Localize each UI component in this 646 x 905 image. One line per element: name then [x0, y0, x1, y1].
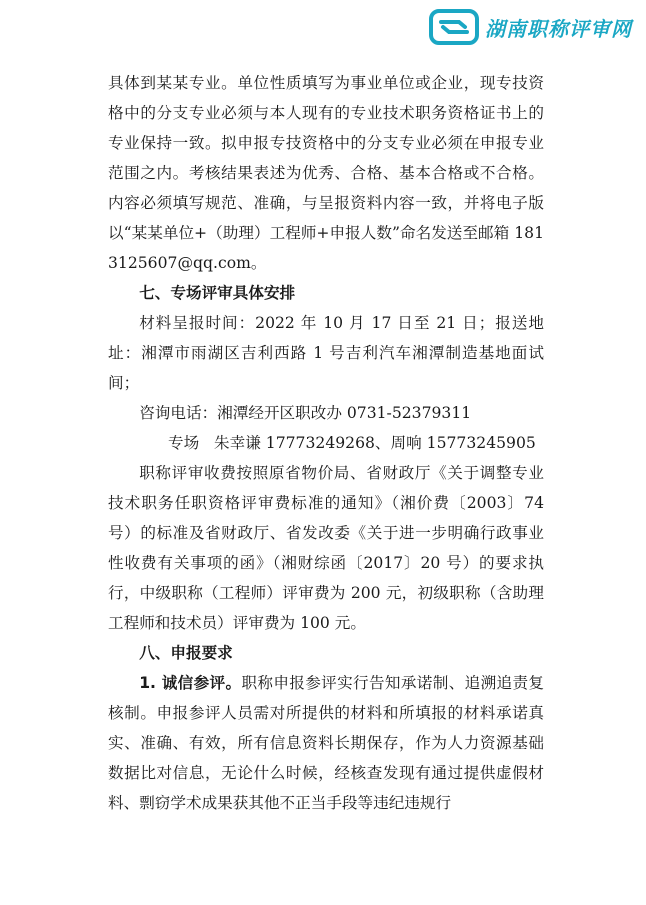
- section-heading-8: 八、申报要求: [139, 644, 233, 662]
- section-heading-7: 七、专场评审具体安排: [139, 284, 296, 302]
- logo-site-name: 湖南职称评审网: [485, 16, 632, 41]
- paragraph-submission: 材料呈报时间：2022 年 10 月 17 日至 21 日；报送地址：湘潭市雨湖区吉利西路 1 号吉利汽车湘潭制造基地面试间；: [108, 314, 544, 392]
- integrity-body: 职称申报参评实行告知承诺制、追溯追责复核制。申报参评人员需对所提供的材料和所填报的材料承诺真实、准确、有效，所有信息资料长期保存，作为人力资源基础数据比对信息，无论什么时候，经核查发现有通过提供虚假材料、剽窃学术成果获其他不正当手段等违纪违规行: [108, 674, 544, 812]
- paragraph-integrity: [108, 668, 544, 818]
- paragraph-contacts: 专场 朱幸谦 17773249268、周响 15773245905: [168, 434, 536, 452]
- paragraph-consult-phone: 咨询电话：湘潭经开区职改办 0731-52379311: [139, 404, 472, 422]
- paragraph-fees: 职称评审收费按照原省物价局、省财政厅《关于调整专业技术职务任职资格评审费标准的通知》（湘价费〔2003〕74 号）的标准及省财政厅、省发改委《关于进一步明确行政事业性收费有关事项的函》（湘财综函〔2017〕20 号）的要求执行，中级职称（工程师）评审费为 200 元，初级职称（含助理工程师和技术员）评审费为 100 元。: [108, 464, 544, 632]
- site-logo: [429, 8, 632, 46]
- integrity-lead: 1. 诚信参评。: [139, 674, 242, 692]
- document-page: [108, 68, 544, 818]
- paragraph-1: 具体到某某专业。单位性质填写为事业单位或企业，现专技资格中的分支专业必须与本人现有的专业技术职务资格证书上的专业保持一致。拟申报专技资格中的分支专业必须在申报专业范围之内。考核结果表述为优秀、合格、基本合格或不合格。内容必须填写规范、准确，与呈报资料内容一致，并将电子版以“某某单位+（助理）工程师+申报人数”命名发送至邮箱 1813125607@qq.com。: [108, 74, 544, 272]
- logo-mark-icon: [429, 9, 479, 45]
